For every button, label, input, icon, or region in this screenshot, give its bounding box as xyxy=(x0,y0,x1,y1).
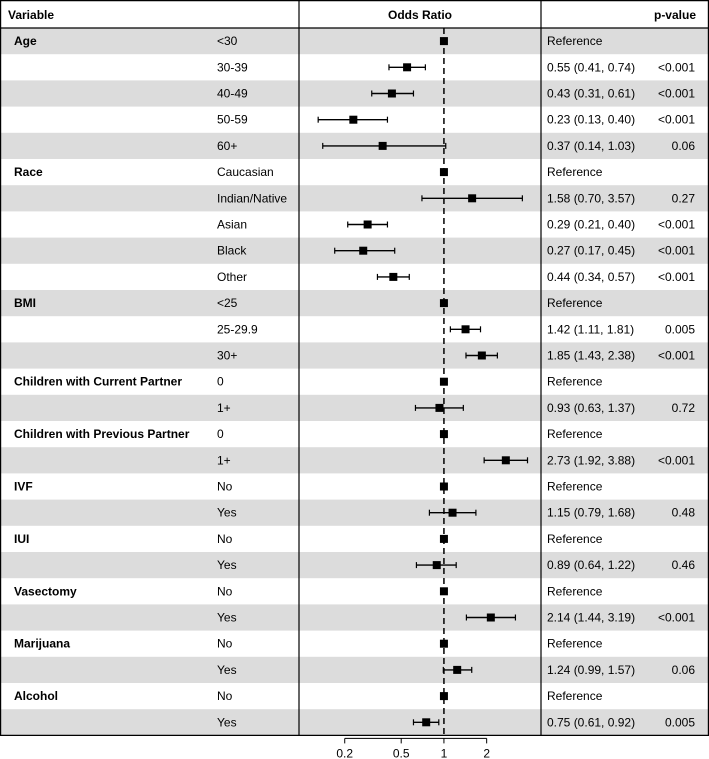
ci-text: 0.89 (0.64, 1.22) xyxy=(547,558,636,573)
point-estimate xyxy=(440,37,448,45)
ci-text: Reference xyxy=(547,689,603,704)
variable-label: Alcohol xyxy=(14,689,58,704)
p-value-text: <0.001 xyxy=(657,348,695,363)
header-row xyxy=(8,8,696,22)
ci-text: 1.42 (1.11, 1.81) xyxy=(547,322,635,337)
point-estimate xyxy=(440,378,448,386)
p-value-text: 0.06 xyxy=(671,138,695,153)
level-label: Yes xyxy=(217,662,237,677)
ci-text: Reference xyxy=(547,479,603,494)
p-value-text: <0.001 xyxy=(657,269,695,284)
point-estimate xyxy=(440,535,448,543)
point-estimate xyxy=(379,142,387,150)
point-estimate xyxy=(487,614,495,622)
level-label: <25 xyxy=(217,296,238,311)
point-estimate xyxy=(449,509,457,517)
point-estimate xyxy=(453,666,461,674)
ci-text: 0.37 (0.14, 1.03) xyxy=(547,138,636,153)
header-variable: Variable xyxy=(8,8,55,22)
ci-text: 0.29 (0.21, 0.40) xyxy=(547,217,636,232)
ci-text: 0.75 (0.61, 0.92) xyxy=(547,715,636,730)
p-value-text: <0.001 xyxy=(657,243,695,258)
row-stripe xyxy=(0,290,709,316)
point-estimate xyxy=(440,168,448,176)
level-label: 1+ xyxy=(217,453,231,468)
point-estimate xyxy=(403,63,411,71)
level-label: 0 xyxy=(217,427,224,442)
point-estimate xyxy=(440,483,448,491)
level-label: <30 xyxy=(217,34,238,49)
level-label: 60+ xyxy=(217,138,238,153)
variable-label: Marijuana xyxy=(14,636,71,651)
p-value-text: <0.001 xyxy=(657,610,695,625)
ci-text: Reference xyxy=(547,636,603,651)
variable-label: Vasectomy xyxy=(14,584,77,599)
point-estimate xyxy=(478,352,486,360)
point-estimate xyxy=(502,456,510,464)
level-label: No xyxy=(217,689,233,704)
variable-label: Children with Current Partner xyxy=(14,374,183,389)
variable-label: Age xyxy=(14,34,37,49)
point-estimate xyxy=(422,718,430,726)
ci-text: Reference xyxy=(547,296,603,311)
point-estimate xyxy=(359,247,367,255)
ci-text: Reference xyxy=(547,531,603,546)
level-label: Yes xyxy=(217,505,237,520)
p-value-text: <0.001 xyxy=(657,112,695,127)
level-label: Yes xyxy=(217,610,237,625)
ci-text: 0.23 (0.13, 0.40) xyxy=(547,112,636,127)
level-label: Yes xyxy=(217,715,237,730)
level-label: 0 xyxy=(217,374,224,389)
x-tick-label: 1 xyxy=(440,746,448,759)
level-label: Yes xyxy=(217,558,237,573)
ci-text: 0.55 (0.41, 0.74) xyxy=(547,60,636,75)
ci-text: Reference xyxy=(547,165,603,180)
level-label: Asian xyxy=(217,217,248,232)
ci-text: 1.15 (0.79, 1.68) xyxy=(547,505,636,520)
header-p-value: p-value xyxy=(653,8,696,22)
ci-text: Reference xyxy=(547,427,603,442)
point-estimate xyxy=(433,561,441,569)
row-stripe xyxy=(0,28,709,54)
ci-text: Reference xyxy=(547,374,603,389)
point-estimate xyxy=(440,640,448,648)
point-estimate xyxy=(468,194,476,202)
point-estimate xyxy=(462,325,470,333)
level-label: Black xyxy=(217,243,247,258)
p-value-text: 0.27 xyxy=(671,191,695,206)
variable-label: IUI xyxy=(14,531,30,546)
p-value-text: 0.005 xyxy=(664,322,695,337)
point-estimate xyxy=(440,299,448,307)
p-value-text: <0.001 xyxy=(657,60,695,75)
variable-label: Race xyxy=(14,165,43,180)
header-odds-ratio: Odds Ratio xyxy=(387,8,453,22)
ci-text: 0.44 (0.34, 0.57) xyxy=(547,269,636,284)
point-estimate xyxy=(349,116,357,124)
ci-text: Reference xyxy=(547,34,603,49)
ci-text: Reference xyxy=(547,584,603,599)
level-label: Other xyxy=(217,269,248,284)
variable-label: IVF xyxy=(14,479,33,494)
ci-text: 2.14 (1.44, 3.19) xyxy=(547,610,636,625)
ci-text: 1.58 (0.70, 3.57) xyxy=(547,191,636,206)
point-estimate xyxy=(440,430,448,438)
variable-label: BMI xyxy=(14,296,36,311)
point-estimate xyxy=(364,221,372,229)
ci-text: 0.43 (0.31, 0.61) xyxy=(547,86,636,101)
level-label: 40-49 xyxy=(217,86,248,101)
p-value-text: 0.46 xyxy=(671,558,695,573)
p-value-text: <0.001 xyxy=(657,453,695,468)
level-label: Indian/Native xyxy=(217,191,288,206)
level-label: 1+ xyxy=(217,400,231,415)
p-value-text: 0.72 xyxy=(671,400,695,415)
ci-text: 0.27 (0.17, 0.45) xyxy=(547,243,636,258)
level-label: No xyxy=(217,636,233,651)
level-label: Caucasian xyxy=(217,165,274,180)
ci-text: 2.73 (1.92, 3.88) xyxy=(547,453,636,468)
ci-text: 0.93 (0.63, 1.37) xyxy=(547,400,636,415)
level-label: 30+ xyxy=(217,348,238,363)
level-label: No xyxy=(217,584,233,599)
x-tick-label: 0.5 xyxy=(392,746,410,759)
p-value-text: 0.48 xyxy=(671,505,695,520)
x-tick-label: 0.2 xyxy=(336,746,354,759)
level-label: No xyxy=(217,479,233,494)
ci-text: 1.24 (0.99, 1.57) xyxy=(547,662,636,677)
variable-label: Children with Previous Partner xyxy=(14,427,190,442)
x-tick-label: 2 xyxy=(483,746,491,759)
point-estimate xyxy=(388,90,396,98)
p-value-text: <0.001 xyxy=(657,86,695,101)
point-estimate xyxy=(440,587,448,595)
p-value-text: 0.005 xyxy=(664,715,695,730)
level-label: 30-39 xyxy=(217,60,248,75)
level-label: 25-29.9 xyxy=(217,322,258,337)
level-label: 50-59 xyxy=(217,112,248,127)
x-axis xyxy=(336,738,490,759)
ci-text: 1.85 (1.43, 2.38) xyxy=(547,348,636,363)
level-label: No xyxy=(217,531,233,546)
point-estimate xyxy=(435,404,443,412)
point-estimate xyxy=(440,692,448,700)
p-value-text: <0.001 xyxy=(657,217,695,232)
point-estimate xyxy=(389,273,397,281)
p-value-text: 0.06 xyxy=(671,662,695,677)
